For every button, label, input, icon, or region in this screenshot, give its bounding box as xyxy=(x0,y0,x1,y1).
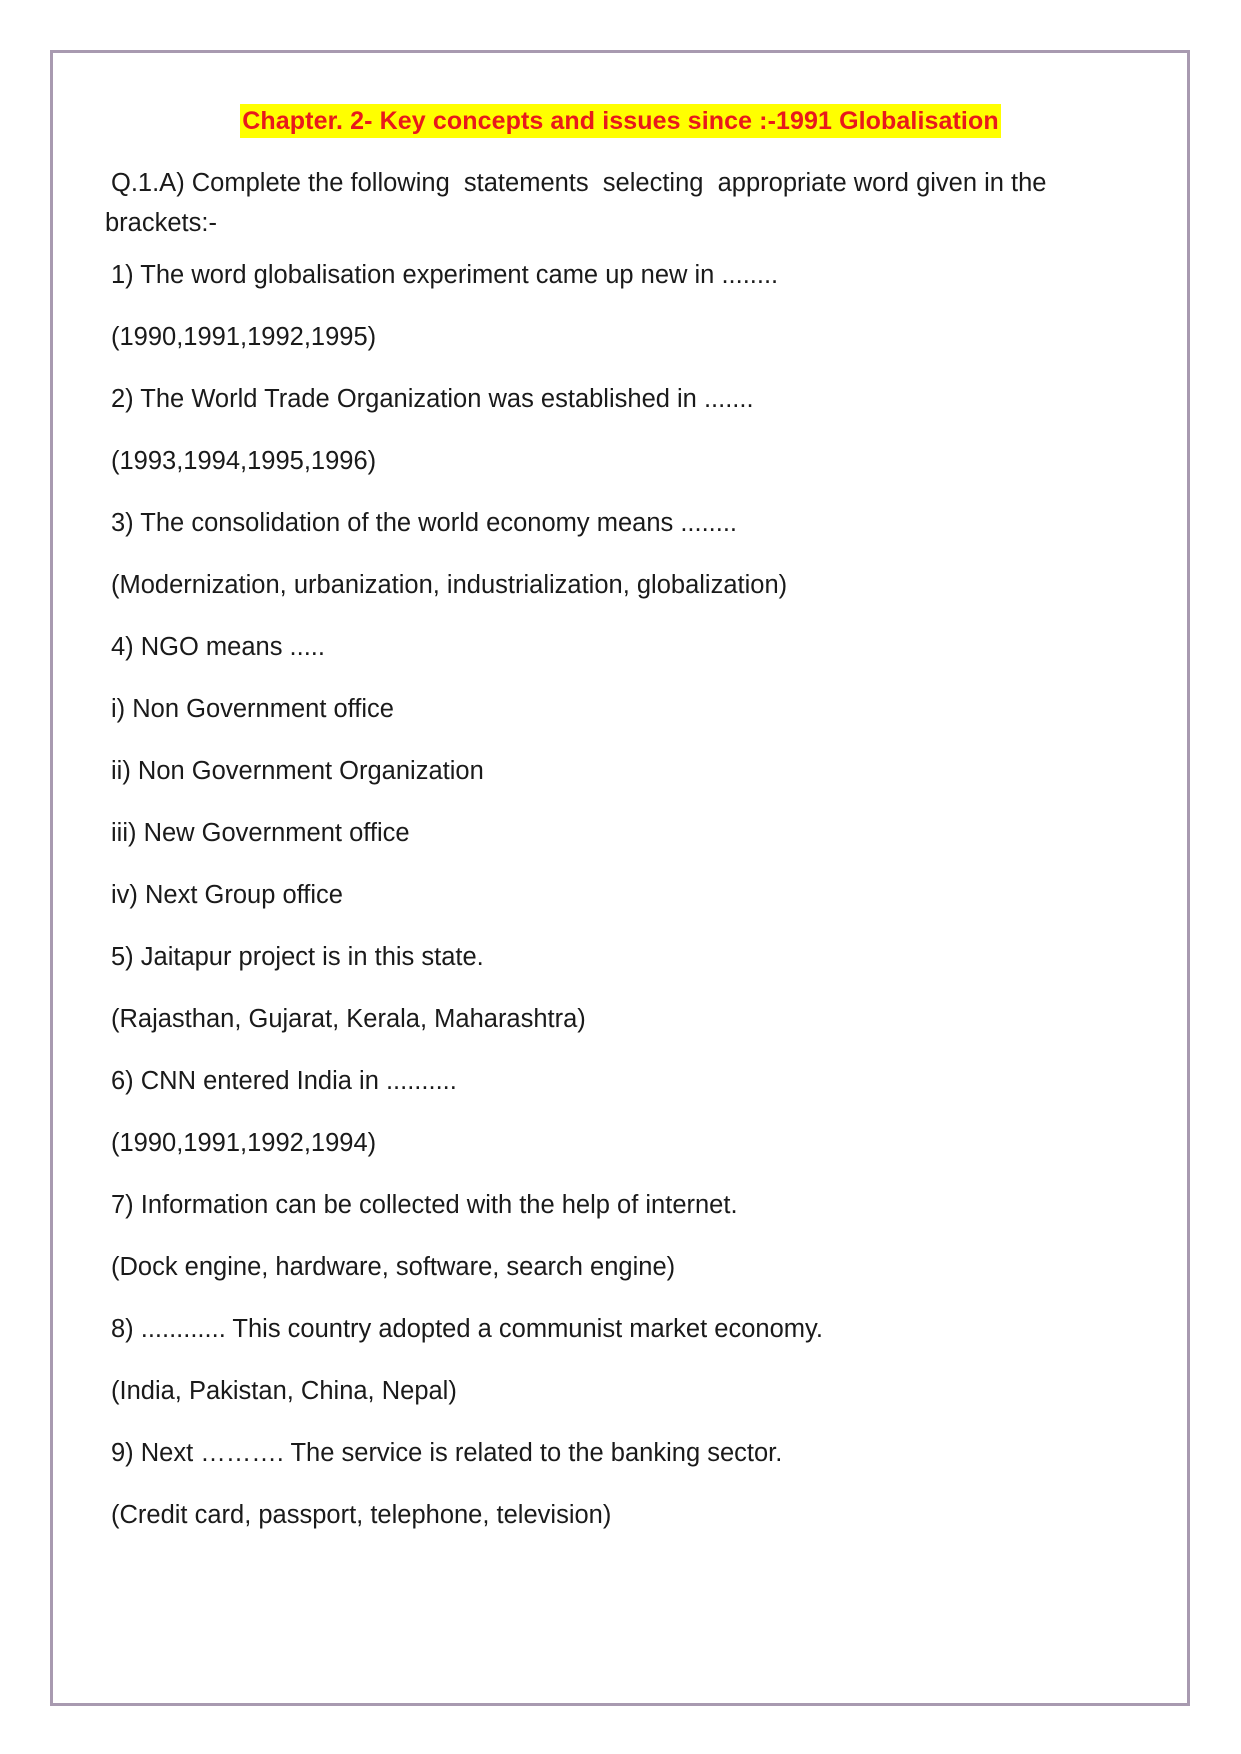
instruction-line-2: brackets:- xyxy=(105,209,217,237)
question-2: 2) The World Trade Organization was established in ....... xyxy=(111,385,754,413)
question-7: 7) Information can be collected with the help of internet. xyxy=(111,1191,738,1219)
question-3-options: (Modernization, urbanization, industrialization, globalization) xyxy=(111,571,788,599)
question-6: 6) CNN entered India in .......... xyxy=(111,1067,457,1095)
question-4-option-iii: iii) New Government office xyxy=(111,819,410,847)
question-6-options: (1990,1991,1992,1994) xyxy=(111,1129,377,1157)
instruction-line-1: Q.1.A) Complete the following statements selecting appropriate word given in the xyxy=(111,169,1047,197)
document-body xyxy=(105,163,1125,1562)
question-4-option-ii: ii) Non Government Organization xyxy=(111,757,484,785)
question-8: 8) ............ This country adopted a communist market economy. xyxy=(111,1315,823,1343)
instruction xyxy=(105,163,1125,243)
question-3: 3) The consolidation of the world economy means ........ xyxy=(111,509,738,537)
question-9: 9) Next ………. The service is related to the banking sector. xyxy=(111,1439,783,1467)
question-1: 1) The word globalisation experiment came up new in ........ xyxy=(111,261,779,289)
question-4-option-i: i) Non Government office xyxy=(111,695,394,723)
question-5: 5) Jaitapur project is in this state. xyxy=(111,943,484,971)
title-wrapper xyxy=(0,104,1241,138)
question-4-option-iv: iv) Next Group office xyxy=(111,881,343,909)
chapter-title: Chapter. 2- Key concepts and issues since :-1991 Globalisation xyxy=(240,104,1000,138)
question-9-options: (Credit card, passport, telephone, television) xyxy=(111,1501,612,1529)
question-5-options: (Rajasthan, Gujarat, Kerala, Maharashtra) xyxy=(111,1005,586,1033)
question-8-options: (India, Pakistan, China, Nepal) xyxy=(111,1377,457,1405)
question-2-options: (1993,1994,1995,1996) xyxy=(111,447,377,475)
question-4: 4) NGO means ..... xyxy=(111,633,325,661)
question-1-options: (1990,1991,1992,1995) xyxy=(111,323,377,351)
question-7-options: (Dock engine, hardware, software, search engine) xyxy=(111,1253,676,1281)
